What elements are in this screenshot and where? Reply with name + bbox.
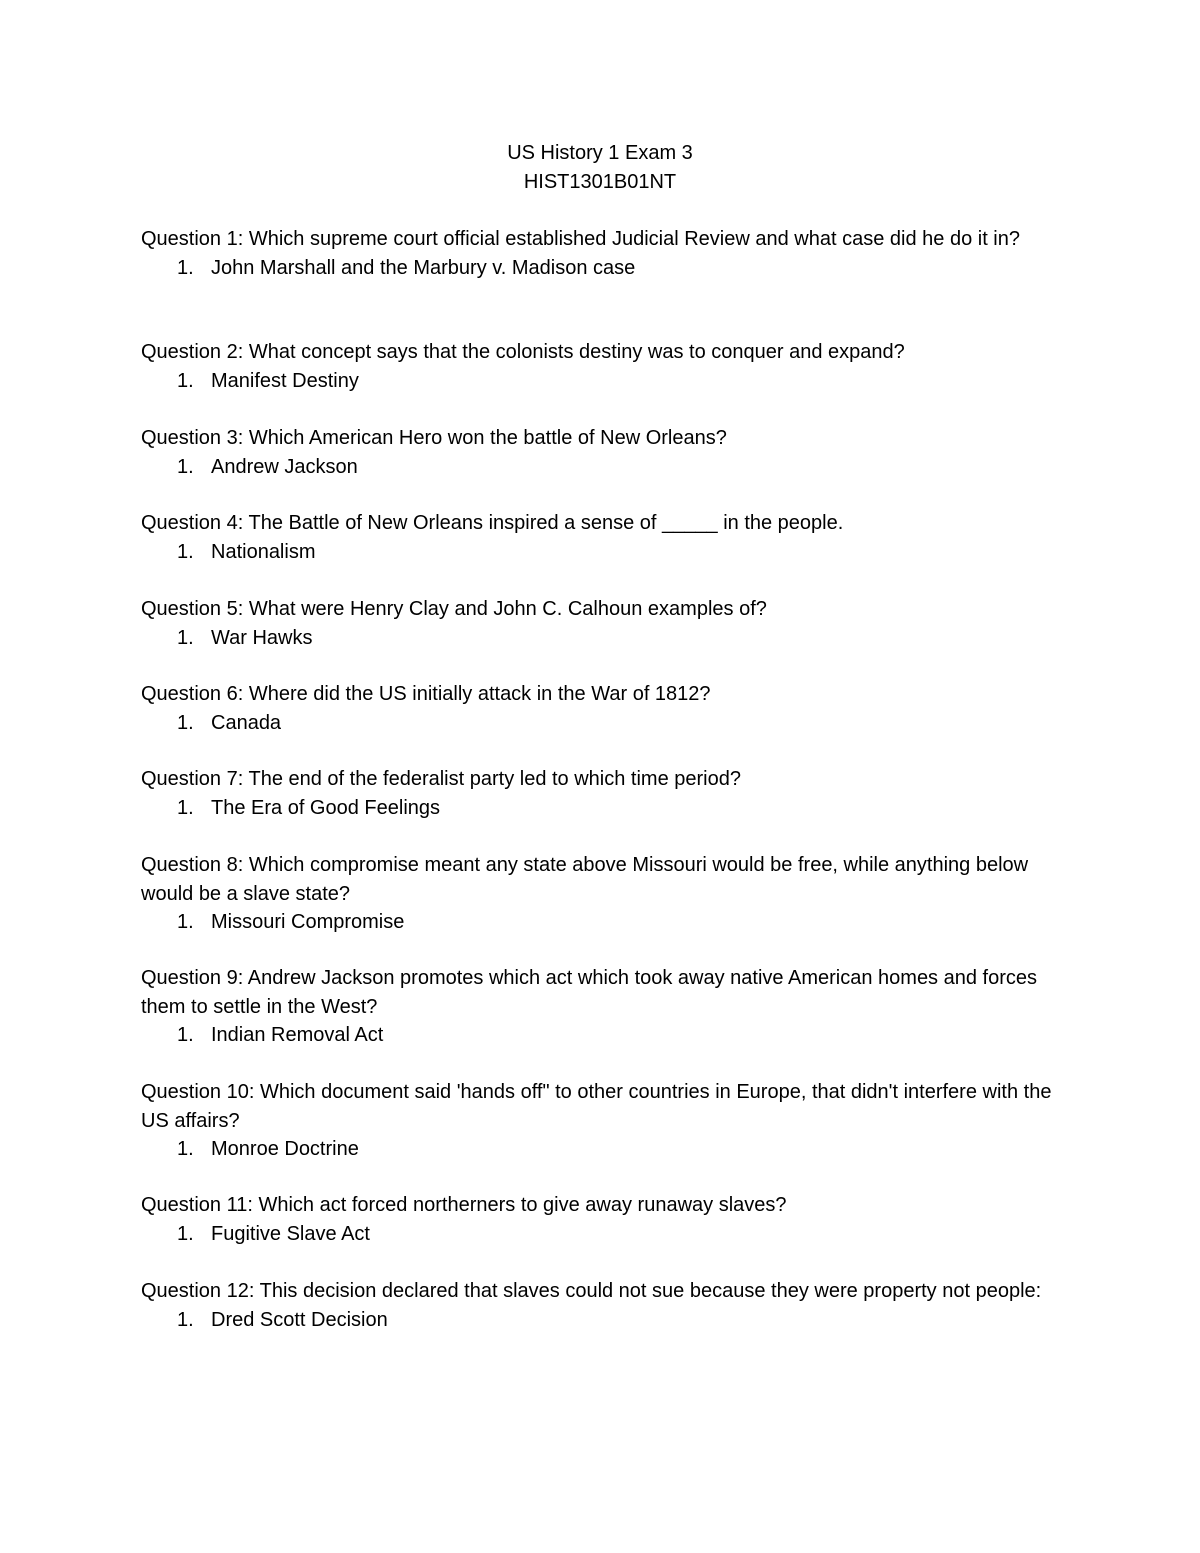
answer-item [141, 1135, 1071, 1164]
answer-item [141, 1220, 1071, 1249]
answer-number: 1. [177, 626, 194, 649]
document-header [0, 139, 1200, 197]
answer-number: 1. [177, 796, 194, 819]
question-text: Question 10: Which document said 'hands off" to other countries in Europe, that didn't interfere with the US affairs? [141, 1081, 1052, 1132]
answer-number: 1. [177, 1308, 194, 1331]
question-text: Question 9: Andrew Jackson promotes which act which took away native American homes and forces them to settle in the West? [141, 967, 1038, 1018]
answer-number: 1. [177, 1222, 194, 1245]
answer-text: War Hawks [211, 626, 313, 649]
answer-text: Andrew Jackson [211, 455, 358, 478]
answer-text: Dred Scott Decision [211, 1308, 388, 1331]
question-block [141, 225, 1071, 282]
question-text: Question 1: Which supreme court official established Judicial Review and what case did he do it in? [141, 228, 1020, 250]
answer-text: The Era of Good Feelings [211, 796, 441, 819]
question-block [141, 1078, 1071, 1164]
answer-number: 1. [177, 256, 194, 279]
answer-text: Missouri Compromise [211, 911, 405, 933]
answer-number: 1. [177, 540, 194, 563]
document-title: US History 1 Exam 3 [507, 142, 693, 164]
answer-item [141, 453, 1071, 482]
answer-number: 1. [177, 369, 194, 392]
answer-item [141, 367, 1071, 396]
answer-text: Monroe Doctrine [211, 1138, 359, 1160]
question-text: Question 4: The Battle of New Orleans inspired a sense of _____ in the people. [141, 512, 844, 534]
answer-text: John Marshall and the Marbury v. Madison case [211, 256, 636, 279]
question-block [141, 595, 1071, 652]
question-block [141, 1277, 1071, 1334]
answer-item [141, 794, 1071, 823]
question-text: Question 7: The end of the federalist party led to which time period? [141, 768, 741, 790]
question-text: Question 3: Which American Hero won the battle of New Orleans? [141, 427, 727, 449]
answer-item [141, 908, 1071, 937]
question-text: Question 6: Where did the US initially attack in the War of 1812? [141, 683, 711, 705]
question-block [141, 338, 1071, 395]
answer-item [141, 1021, 1071, 1050]
question-text: Question 8: Which compromise meant any state above Missouri would be free, while anything below would be a slave state? [141, 854, 1029, 905]
question-block [141, 851, 1071, 937]
question-text: Question 12: This decision declared that slaves could not sue because they were property not people: [141, 1280, 1042, 1302]
question-text: Question 2: What concept says that the colonists destiny was to conquer and expand? [141, 341, 905, 363]
answer-number: 1. [177, 1138, 194, 1160]
answer-number: 1. [177, 911, 194, 933]
answer-text: Fugitive Slave Act [211, 1222, 370, 1245]
question-text: Question 5: What were Henry Clay and John C. Calhoun examples of? [141, 598, 767, 620]
answer-number: 1. [177, 711, 194, 734]
answer-text: Indian Removal Act [211, 1024, 384, 1046]
answer-item [141, 709, 1071, 738]
question-block [141, 1191, 1071, 1248]
question-block [141, 680, 1071, 737]
question-block [141, 765, 1071, 822]
answer-item [141, 1306, 1071, 1335]
answer-number: 1. [177, 455, 194, 478]
answer-number: 1. [177, 1024, 194, 1046]
question-text: Question 11: Which act forced northerners to give away runaway slaves? [141, 1194, 787, 1216]
answer-text: Canada [211, 711, 282, 734]
answer-text: Manifest Destiny [211, 369, 359, 392]
question-block [141, 509, 1071, 566]
course-code: HIST1301B01NT [523, 171, 677, 193]
answer-item [141, 538, 1071, 567]
answer-item [141, 254, 1071, 283]
question-block [141, 964, 1071, 1050]
answer-text: Nationalism [211, 540, 316, 563]
question-block [141, 424, 1071, 481]
answer-item [141, 624, 1071, 653]
